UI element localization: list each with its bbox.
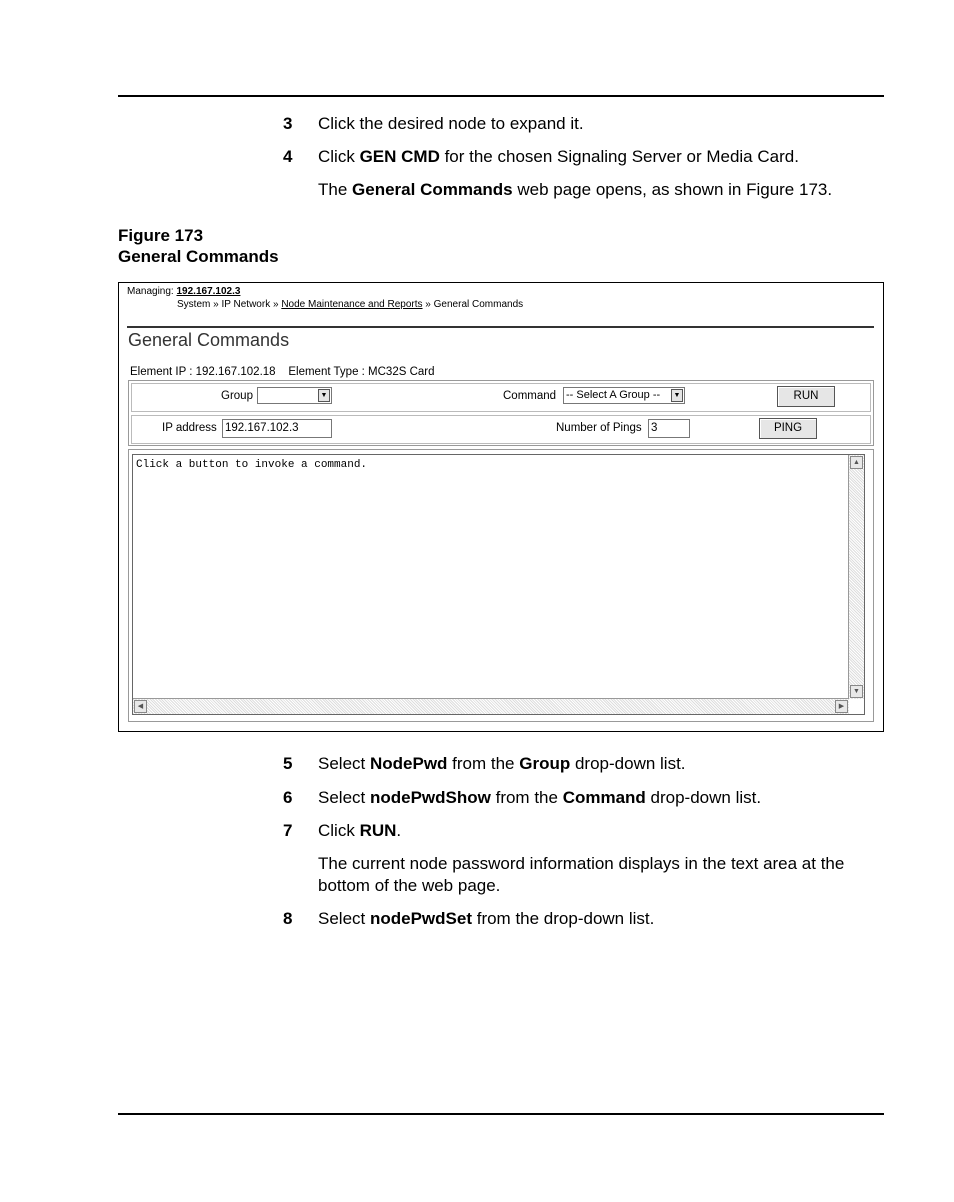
crumb-node-maintenance[interactable]: Node Maintenance and Reports — [281, 299, 423, 310]
managing-line: Managing: 192.167.102.3 — [127, 286, 241, 297]
step-text: Click GEN CMD for the chosen Signaling Server or Media Card. — [318, 147, 799, 166]
element-info — [130, 366, 435, 378]
page-title: General Commands — [128, 330, 290, 350]
output-text: Click a button to invoke a command. — [136, 459, 368, 471]
element-type: Element Type : MC32S Card — [288, 366, 435, 378]
chevron-down-icon: ▼ — [318, 389, 330, 402]
general-commands-screenshot — [118, 282, 884, 732]
header-rule — [118, 95, 884, 97]
step-number: 4 — [283, 147, 293, 166]
step-number: 8 — [283, 909, 293, 928]
ip-address-label: IP address — [162, 422, 217, 434]
scroll-down-icon[interactable]: ▼ — [850, 685, 863, 698]
crumb-ip-network[interactable]: IP Network — [221, 299, 271, 310]
scroll-left-icon[interactable]: ◀ — [134, 700, 147, 713]
managing-ip-link[interactable]: 192.167.102.3 — [176, 286, 241, 297]
paragraph-opens: The General Commands web page opens, as shown in Figure 173. — [318, 180, 833, 199]
step-number: 5 — [283, 754, 293, 773]
title-divider — [127, 326, 874, 328]
chevron-down-icon: ▼ — [671, 389, 683, 402]
step-number: 7 — [283, 821, 293, 840]
horizontal-scrollbar[interactable] — [133, 698, 849, 714]
output-textarea[interactable] — [132, 454, 865, 715]
step-text: Click RUN. — [318, 821, 402, 840]
run-button[interactable]: RUN — [777, 386, 835, 407]
paragraph-password-info: The current node password information displays in the text area at the bottom of the web page. — [318, 854, 845, 895]
group-label: Group — [221, 390, 253, 402]
number-of-pings-label: Number of Pings — [556, 422, 642, 434]
step-text: Click the desired node to expand it. — [318, 114, 584, 133]
scroll-up-icon[interactable]: ▲ — [850, 456, 863, 469]
step-text: Select NodePwd from the Group drop-down list. — [318, 754, 686, 773]
number-of-pings-input[interactable]: 3 — [648, 419, 690, 438]
step-text: Select nodePwdShow from the Command drop-down list. — [318, 788, 762, 807]
breadcrumb: System » IP Network » Node Maintenance and Reports » General Commands — [177, 299, 524, 310]
step-text: Select nodePwdSet from the drop-down list. — [318, 909, 655, 928]
command-select[interactable]: -- Select A Group -- ▼ — [563, 387, 685, 404]
crumb-system[interactable]: System — [177, 299, 211, 310]
step-number: 6 — [283, 788, 293, 807]
group-select[interactable] — [257, 387, 332, 404]
step-number: 3 — [283, 114, 293, 133]
footer-rule — [118, 1113, 884, 1115]
element-ip: Element IP : 192.167.102.18 — [130, 366, 276, 378]
figure-caption: General Commands — [118, 247, 279, 266]
ping-button[interactable]: PING — [759, 418, 817, 439]
vertical-scrollbar[interactable] — [848, 455, 864, 699]
crumb-current: General Commands — [433, 299, 524, 310]
scroll-right-icon[interactable]: ▶ — [835, 700, 848, 713]
figure-label: Figure 173 — [118, 226, 204, 245]
command-label: Command — [503, 390, 557, 402]
ip-address-input[interactable]: 192.167.102.3 — [222, 419, 332, 438]
